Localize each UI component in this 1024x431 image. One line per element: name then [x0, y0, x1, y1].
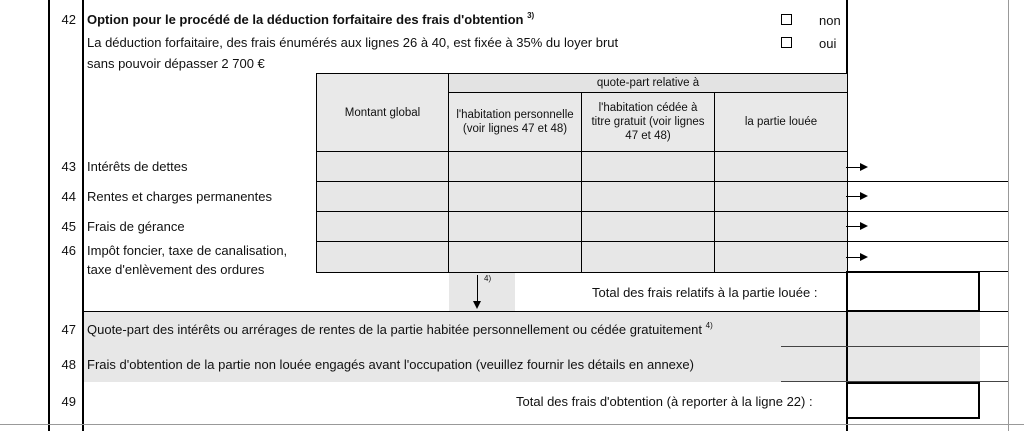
line-44-label: Rentes et charges permanentes [87, 189, 272, 204]
down-arrow-icon [477, 275, 478, 303]
row-44-cedee-input[interactable] [581, 181, 715, 212]
row-43-arrow-icon [846, 167, 866, 168]
line-46-label: Impôt foncier, taxe de canalisation, [87, 243, 288, 258]
row-44-personnelle-input[interactable] [448, 181, 582, 212]
row-43-cedee-input[interactable] [581, 151, 715, 182]
down-arrow-head-icon [473, 301, 481, 309]
line-42-text-2: sans pouvoir dépasser 2 700 € [87, 56, 265, 71]
row-46-cedee-input[interactable] [581, 241, 715, 273]
row-43-result-line [848, 181, 1008, 182]
line-49-number: 49 [61, 394, 76, 409]
line-48-number: 48 [61, 357, 76, 372]
row-46-personnelle-input[interactable] [448, 241, 582, 273]
row-45-louee-input[interactable] [714, 211, 848, 242]
line-47-label: Quote-part des intérêts ou arrérages de rentes de la partie habitée personnellement ou cédée gratuitement $^{4)}$ [87, 321, 713, 337]
line-43-number: 43 [61, 159, 76, 174]
row-45-montant-global-input[interactable] [316, 211, 449, 242]
row-44-montant-global-input[interactable] [316, 181, 449, 212]
header-quote-part: quote-part relative à [448, 73, 848, 93]
line-49-label: Total des frais d'obtention (à reporter à la ligne 22) : [516, 394, 813, 409]
row-43-montant-global-input[interactable] [316, 151, 449, 182]
row-45-personnelle-input[interactable] [448, 211, 582, 242]
down-arrow-note: 4) [484, 274, 492, 283]
header-habitation-cedee: l'habitation cédée à titre gratuit (voir lignes 47 et 48) [581, 92, 715, 152]
line-46-number: 46 [61, 243, 76, 258]
option-oui-label: oui [819, 36, 837, 51]
total-louee-label: Total des frais relatifs à la partie louée : [592, 285, 818, 300]
row-45-cedee-input[interactable] [581, 211, 715, 242]
option-non-checkbox[interactable] [781, 14, 792, 25]
header-montant-global: Montant global [316, 73, 449, 152]
line-48-label: Frais d'obtention de la partie non louée engagés avant l'occupation (veuillez fournir les détails en annexe) [87, 357, 694, 372]
header-partie-louee: la partie louée [714, 92, 848, 152]
row-45-arrow-icon [846, 226, 866, 227]
line-47-number: 47 [61, 322, 76, 337]
line-42-text-1: La déduction forfaitaire, des frais énumérés aux lignes 26 à 40, est fixée à 35% du loyer brut [87, 35, 619, 50]
line-49-total-input[interactable] [846, 382, 980, 419]
line-45-label: Frais de gérance [87, 219, 185, 234]
left-border-line [48, 0, 50, 431]
row-43-louee-input[interactable] [714, 151, 848, 182]
row-44-louee-input[interactable] [714, 181, 848, 212]
down-arrow-area [449, 273, 515, 311]
row-46-montant-global-input[interactable] [316, 241, 449, 273]
line-46-label-2: taxe d'enlèvement des ordures [87, 262, 265, 277]
line-45-number: 45 [61, 219, 76, 234]
option-non-label: non [819, 13, 841, 28]
row-46-arrow-icon [846, 257, 866, 258]
row-44-arrow-icon [846, 196, 866, 197]
row-45-result-line [848, 241, 1008, 242]
line-42-title: Option pour le procédé de la déduction forfaitaire des frais d'obtention $^{3)}$ [87, 11, 535, 27]
page-edge-line [1008, 0, 1009, 431]
header-habitation-personnelle: l'habitation personnelle (voir lignes 47 et 48) [448, 92, 582, 152]
line-42-number: 42 [61, 12, 76, 27]
lines-47-48-input-band [848, 312, 980, 382]
line-47-result-line [781, 346, 1008, 347]
line-44-number: 44 [61, 189, 76, 204]
row-44-result-line [848, 211, 1008, 212]
total-louee-input[interactable] [846, 271, 980, 312]
row-43-personnelle-input[interactable] [448, 151, 582, 182]
option-oui-checkbox[interactable] [781, 37, 792, 48]
row-46-louee-input[interactable] [714, 241, 848, 273]
line-43-label: Intérêts de dettes [87, 159, 188, 174]
bottom-border-line [0, 424, 1024, 425]
